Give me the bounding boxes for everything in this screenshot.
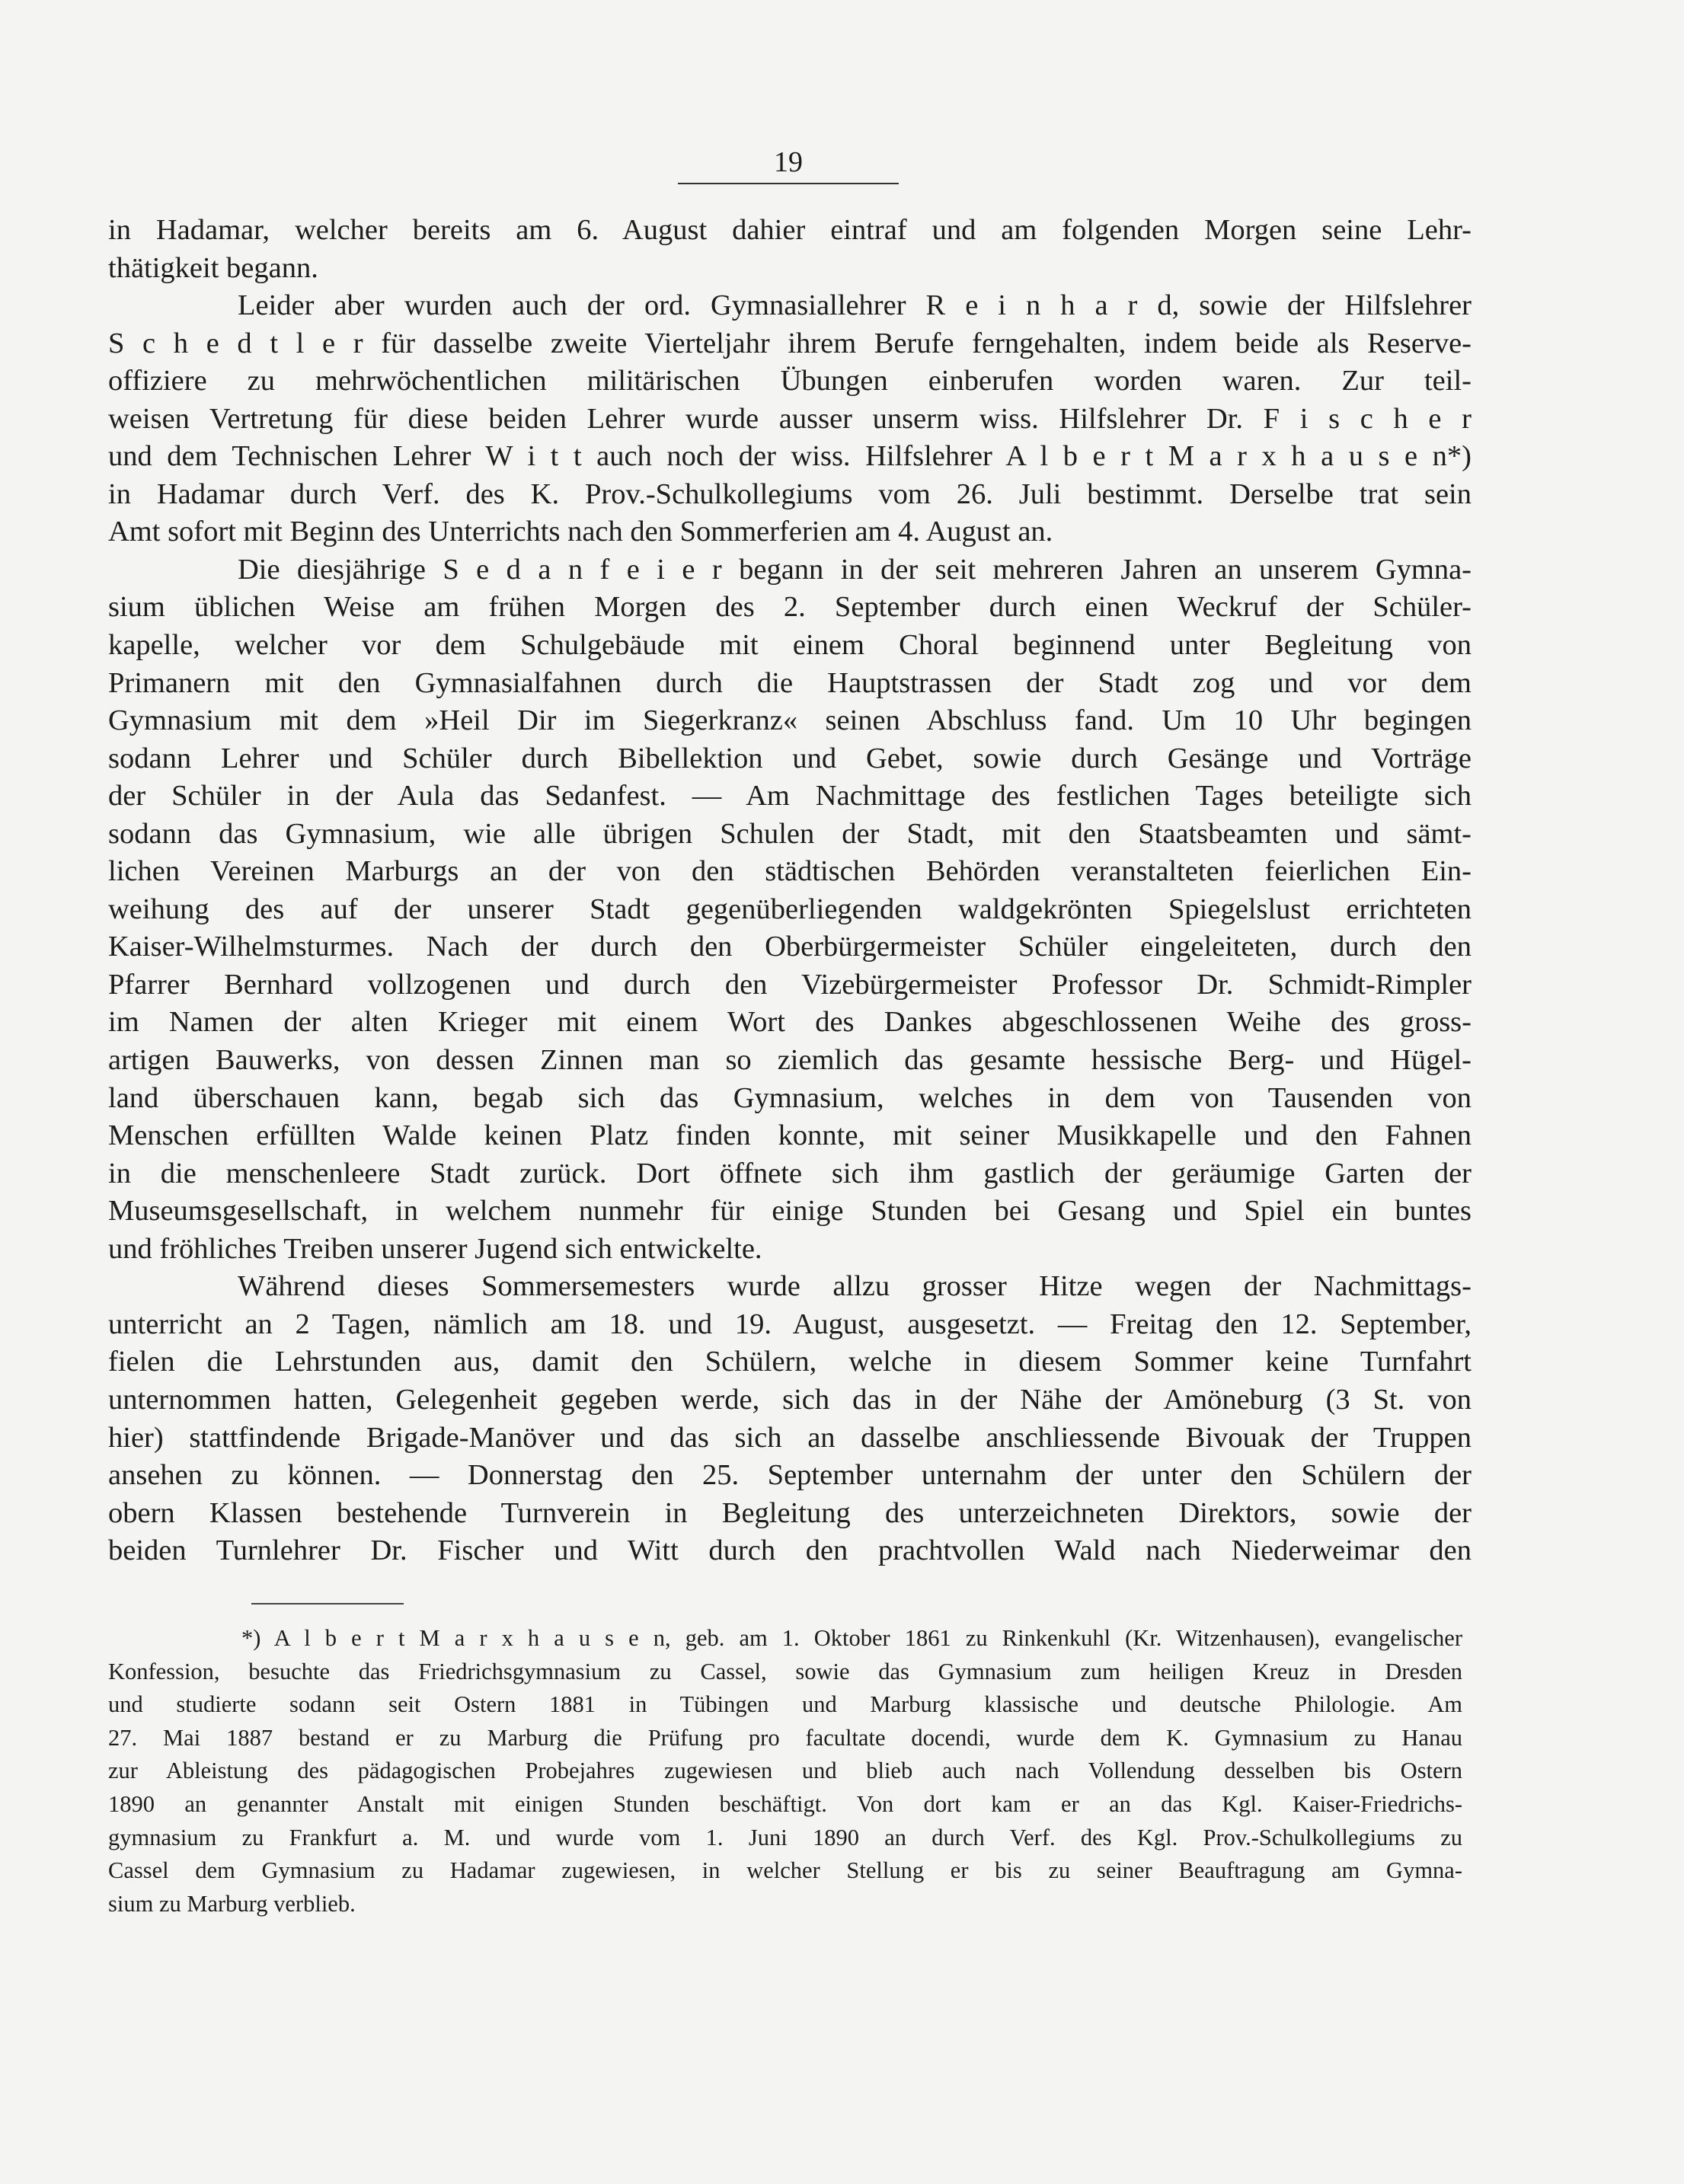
text-line: unternommen hatten, Gelegenheit gegeben werde, sich das in der Nähe der Amöneburg (3 St. von bbox=[108, 1383, 1472, 1416]
text-line: Amt sofort mit Beginn des Unterrichts nach den Sommerferien am 4. August an. bbox=[108, 516, 1053, 548]
text-line: Menschen erfüllten Walde keinen Platz finden konnte, mit seiner Musikkapelle und den Fahnen bbox=[108, 1119, 1472, 1152]
text-line: fielen die Lehrstunden aus, damit den Schülern, welche in diesem Sommer keine Turnfahrt bbox=[108, 1346, 1472, 1378]
text-line: und fröhliches Treiben unserer Jugend sich entwickelte. bbox=[108, 1232, 762, 1265]
text-line: Gymnasium mit dem »Heil Dir im Siegerkranz« seinen Abschluss fand. Um 10 Uhr begingen bbox=[108, 704, 1472, 737]
text-line: beiden Turnlehrer Dr. Fischer und Witt durch den prachtvollen Wald nach Niederweimar den bbox=[108, 1534, 1472, 1567]
header-rule bbox=[678, 183, 899, 184]
footnote-line: zur Ableistung des pädagogischen Probejahres zugewiesen und blieb auch nach Vollendung desselben bis Ostern bbox=[108, 1758, 1462, 1784]
text-line: in Hadamar, welcher bereits am 6. August dahier eintraf und am folgenden Morgen seine Lehr- bbox=[108, 214, 1472, 246]
footnote-rule bbox=[251, 1603, 404, 1604]
text-line: der Schüler in der Aula das Sedanfest. — Am Nachmittage des festlichen Tages beteiligte sich bbox=[108, 780, 1472, 813]
paragraph-start-line: Leider aber wurden auch der ord. Gymnasiallehrer R e i n h a r d, sowie der Hilfslehrer bbox=[238, 289, 1472, 322]
text-line: land überschauen kann, begab sich das Gymnasium, welches in dem von Tausenden von bbox=[108, 1081, 1472, 1114]
page-number: 19 bbox=[774, 146, 803, 178]
footnote-line: gymnasium zu Frankfurt a. M. und wurde vom 1. Juni 1890 an durch Verf. des Kgl. Prov.-Schulkollegiums zu bbox=[108, 1824, 1462, 1850]
text-line: in die menschenleere Stadt zurück. Dort öffnete sich ihm gastlich der geräumige Garten der bbox=[108, 1157, 1472, 1189]
footnote-line: *) A l b e r t M a r x h a u s e n, geb. am 1. Oktober 1861 zu Rinkenkuhl (Kr. Witzenhausen), evangelischer bbox=[241, 1625, 1462, 1651]
text-line: thätigkeit begann. bbox=[108, 251, 318, 284]
footnote-line: 27. Mai 1887 bestand er zu Marburg die Prüfung pro facultate docendi, wurde dem K. Gymnasium zu Hanau bbox=[108, 1724, 1462, 1751]
footnote bbox=[108, 1622, 1462, 1921]
footnote-line: 1890 an genannter Anstalt mit einigen Stunden beschäftigt. Von dort kam er an das Kgl. Kaiser-Friedrichs- bbox=[108, 1790, 1462, 1817]
text-line: lichen Vereinen Marburgs an der von den städtischen Behörden veranstalteten feierlichen Ein- bbox=[108, 855, 1472, 888]
text-line: in Hadamar durch Verf. des K. Prov.-Schulkollegiums vom 26. Juli bestimmt. Derselbe trat sein bbox=[108, 477, 1472, 510]
text-line: Pfarrer Bernhard vollzogenen und durch den Vizebürgermeister Professor Dr. Schmidt-Rimpler bbox=[108, 968, 1472, 1001]
text-line: sium üblichen Weise am frühen Morgen des 2. September durch einen Weckruf der Schüler- bbox=[108, 591, 1472, 624]
text-line: artigen Bauwerks, von dessen Zinnen man so ziemlich das gesamte hessische Berg- und Hügel- bbox=[108, 1044, 1472, 1077]
text-line: Primanern mit den Gymnasialfahnen durch die Hauptstrassen der Stadt zog und vor dem bbox=[108, 666, 1472, 699]
text-line: unterricht an 2 Tagen, nämlich am 18. und 19. August, ausgesetzt. — Freitag den 12. September, bbox=[108, 1308, 1472, 1340]
text-line: obern Klassen bestehende Turnverein in Begleitung des unterzeichneten Direktors, sowie der bbox=[108, 1496, 1472, 1529]
text-line: S c h e d t l e r für dasselbe zweite Vierteljahr ihrem Berufe ferngehalten, indem beide als Reserve- bbox=[108, 327, 1472, 359]
text-line: im Namen der alten Krieger mit einem Wort des Dankes abgeschlossenen Weihe des gross- bbox=[108, 1006, 1472, 1039]
text-line: Museumsgesellschaft, in welchem nunmehr für einige Stunden bei Gesang und Spiel ein buntes bbox=[108, 1195, 1472, 1228]
footnote-line: Cassel dem Gymnasium zu Hadamar zugewiesen, in welcher Stellung er bis zu seiner Beauftragung am Gymna- bbox=[108, 1857, 1462, 1884]
text-line: Kaiser-Wilhelmsturmes. Nach der durch den Oberbürgermeister Schüler eingeleiteten, durch den bbox=[108, 931, 1472, 963]
body-text bbox=[108, 212, 1472, 1570]
footnote-line: Konfession, besuchte das Friedrichsgymnasium zu Cassel, sowie das Gymnasium zum heiligen Kreuz in Dresden bbox=[108, 1658, 1462, 1684]
text-line: sodann das Gymnasium, wie alle übrigen Schulen der Stadt, mit den Staatsbeamten und sämt- bbox=[108, 817, 1472, 850]
footnote-line: und studierte sodann seit Ostern 1881 in Tübingen und Marburg klassische und deutsche Philologie. Am bbox=[108, 1691, 1462, 1718]
text-line: weihung des auf der unserer Stadt gegenüberliegenden waldgekrönten Spiegelslust errichteten bbox=[108, 892, 1472, 925]
footnote-line: sium zu Marburg verblieb. bbox=[108, 1890, 356, 1917]
text-line: offiziere zu mehrwöchentlichen militärischen Übungen einberufen worden waren. Zur teil- bbox=[108, 365, 1472, 398]
text-line: weisen Vertretung für diese beiden Lehrer wurde ausser unserm wiss. Hilfslehrer Dr. F i s c h e r bbox=[108, 402, 1472, 435]
text-line: hier) stattfindende Brigade-Manöver und das sich an dasselbe anschliessende Bivouak der Truppen bbox=[108, 1421, 1472, 1454]
text-line: und dem Technischen Lehrer W i t t auch noch der wiss. Hilfslehrer A l b e r t M a r x h a u s e n*) bbox=[108, 440, 1472, 473]
paragraph-start-line: Die diesjährige S e d a n f e i e r begann in der seit mehreren Jahren an unserem Gymna- bbox=[238, 553, 1472, 586]
text-line: ansehen zu können. — Donnerstag den 25. September unternahm der unter den Schülern der bbox=[108, 1459, 1472, 1492]
text-line: sodann Lehrer und Schüler durch Bibellektion und Gebet, sowie durch Gesänge und Vorträge bbox=[108, 742, 1472, 774]
paragraph-start-line: Während dieses Sommersemesters wurde allzu grosser Hitze wegen der Nachmittags- bbox=[238, 1270, 1472, 1303]
text-line: kapelle, welcher vor dem Schulgebäude mit einem Choral beginnend unter Begleitung von bbox=[108, 629, 1472, 662]
